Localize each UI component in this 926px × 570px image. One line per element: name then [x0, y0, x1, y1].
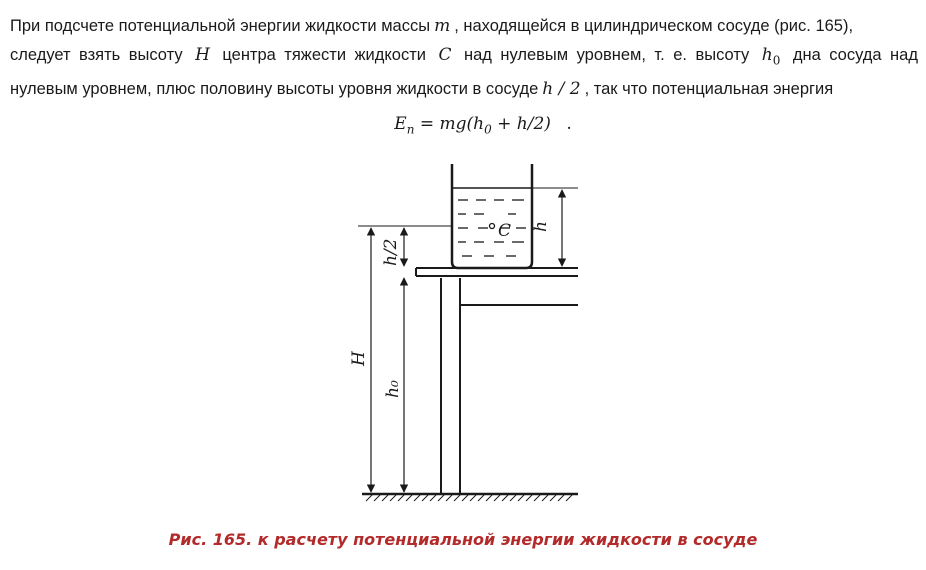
label-h-half: h/2 [381, 238, 401, 266]
energy-formula: $E_п = mg(h_0 + h/2)$ . [394, 114, 572, 137]
figure-caption: Рис. 165. к расчету потенциальной энергии жидкости в сосуде [168, 530, 758, 549]
math-m: m [434, 16, 451, 36]
text-line-1: При подсчете потенциальной энергии жидкости массы m , находящейся в цилиндрическом сосуде (рис. 165), [10, 16, 854, 36]
text-line-2: следует взять высоту H центра тяжести жидкости C над нулевым уровнем, т. е. высоту $h_0$ дна сосуда над [10, 45, 918, 68]
vessel-diagram [340, 160, 600, 510]
label-h: h [531, 221, 551, 232]
math-H: H [195, 45, 210, 65]
label-h0: h₀ [383, 380, 403, 398]
figure-165 [340, 160, 600, 510]
text-line-3: нулевым уровнем, плюс половину высоты уровня жидкости в сосуде h / 2 , так что потенциальная энергия [10, 79, 834, 100]
label-H: H [349, 351, 369, 366]
body-paragraph [10, 12, 918, 104]
math-h-half: h / 2 [542, 79, 581, 100]
math-h0: $h_0$ [761, 45, 781, 68]
math-C: C [438, 45, 452, 65]
vessel [452, 164, 532, 268]
center-of-mass-point [490, 224, 495, 229]
label-C: C [498, 221, 512, 241]
support-column [441, 278, 460, 494]
